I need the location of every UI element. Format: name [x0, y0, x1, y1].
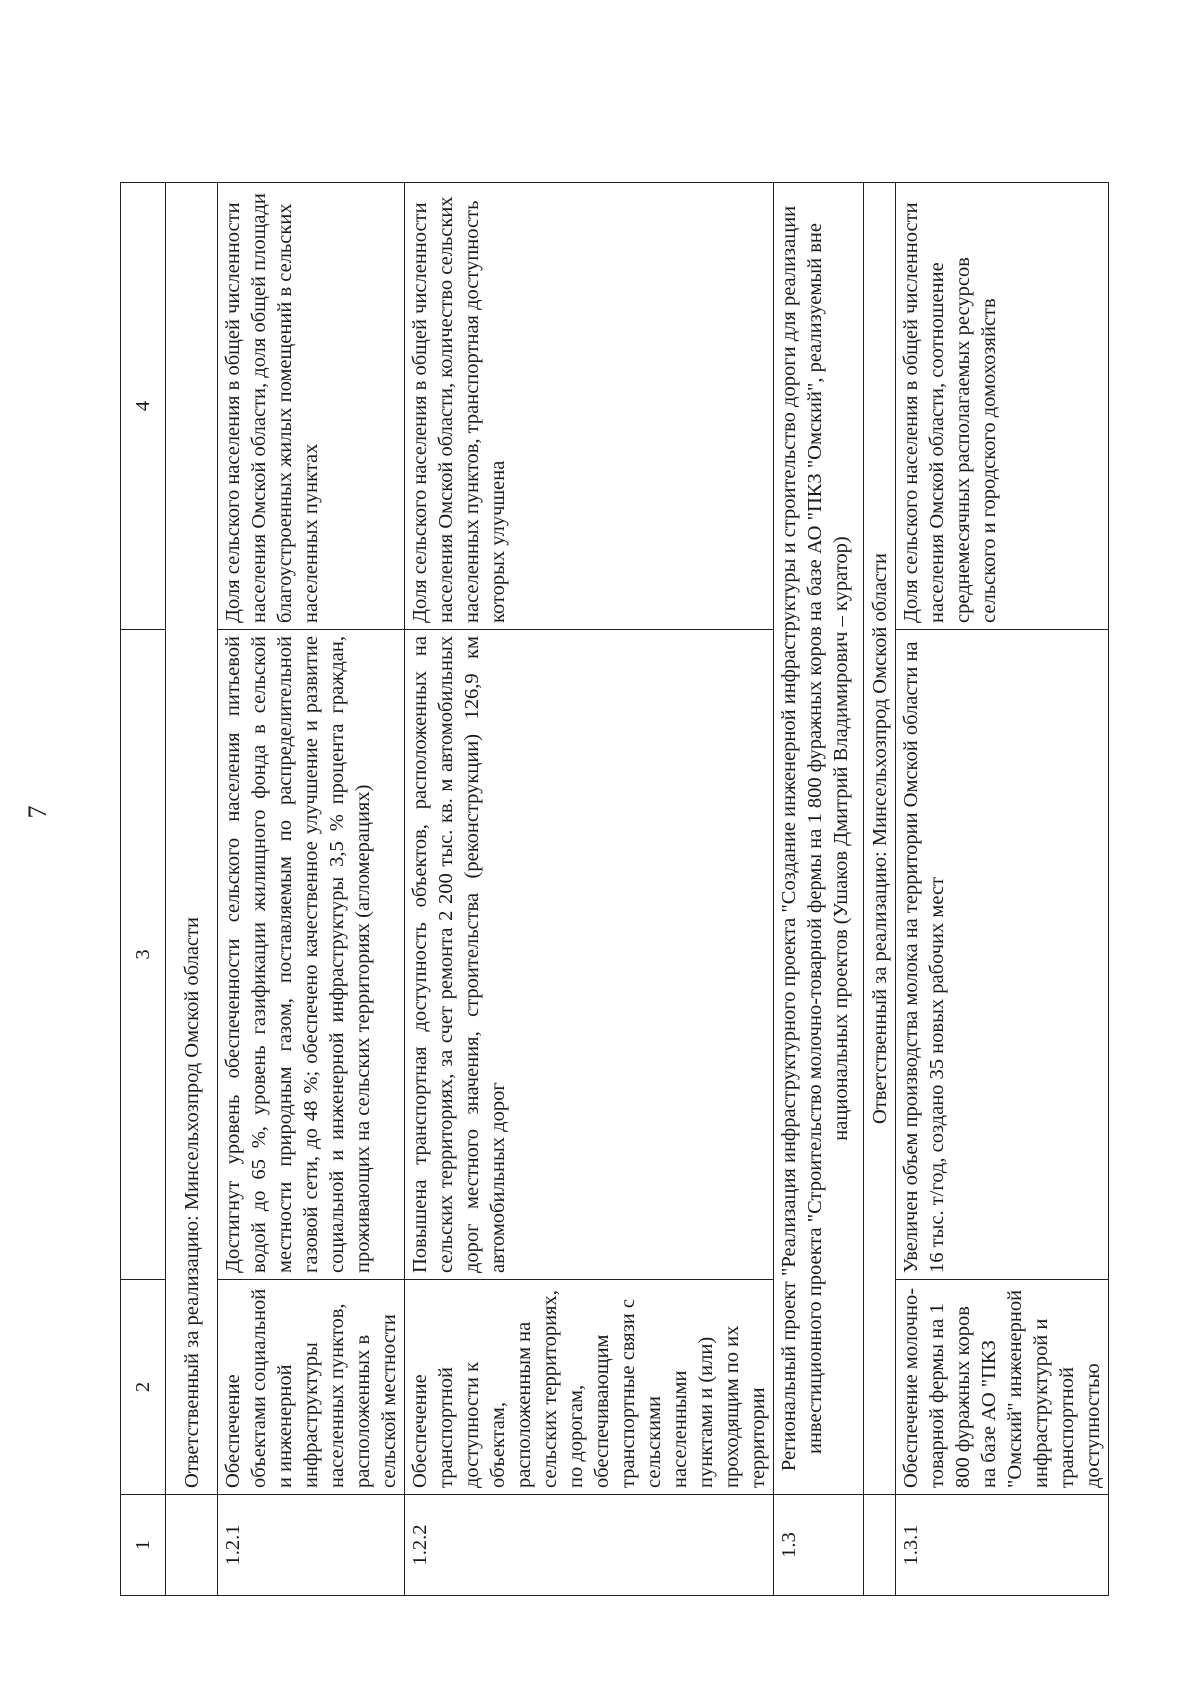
row-number: 1.2.1 [218, 1495, 405, 1596]
responsible-text: Ответственный за реализацию: Минсельхозпрод Омской области [166, 183, 218, 1495]
task-cell: Обеспечение объектами социальной и инженерной инфраструктуры населенных пунктов, расположенных в сельской местности [218, 1280, 405, 1495]
rotated-table-wrapper [120, 183, 1170, 1596]
plan-table [120, 182, 1109, 1596]
row-number: 1.2.2 [405, 1495, 774, 1596]
header-col-4: 4 [121, 183, 166, 630]
result-cell: Увеличен объем производства молока на территории Омской области на 16 тыс. т/год, создано 35 новых рабочих мест [896, 630, 1109, 1280]
header-col-3: 3 [121, 630, 166, 1280]
empty-cell [864, 1495, 896, 1596]
responsible-row-1 [166, 183, 218, 1596]
table-row-1-3-1 [896, 183, 1109, 1596]
indicator-cell: Доля сельского населения в общей численности населения Омской области, доля общей площади благоустроенных жилых помещений в сельских населенных пунктах [218, 183, 405, 630]
header-row [121, 183, 166, 1596]
result-cell: Повышена транспортная доступность объектов, расположенных на сельских территориях, за счет ремонта 2 200 тыс. кв. м автомобильных дорог местного значения, строительства (реконструкции) 126,9 км автомобильных дорог [405, 630, 774, 1280]
table-row-1-2-2 [405, 183, 774, 1596]
row-number: 1.3.1 [896, 1495, 1109, 1596]
page-number: 7 [23, 805, 52, 819]
responsible-row-2 [864, 183, 896, 1596]
task-cell: Обеспечение молочно-товарной фермы на 1 800 фуражных коров на базе АО "ПКЗ "Омский" инженерной инфраструктурой и транспортной доступностью [896, 1280, 1109, 1495]
empty-cell [166, 1495, 218, 1596]
indicator-cell: Доля сельского населения в общей численности населения Омской области, количество сельских населенных пунктов, транспортная доступность которых улучшена [405, 183, 774, 630]
row-number: 1.3 [774, 1495, 864, 1596]
task-cell: Обеспечение транспортной доступности к объектам, расположенным на сельских территориях, по дорогам, обеспечивающим транспортные связи с сельскими населенными пунктами и (или) проходящим по их территории [405, 1280, 774, 1495]
result-cell: Достигнут уровень обеспеченности сельского населения питьевой водой до 65 %, уровень газификации жилищного фонда в сельской местности природным газом, поставляемым по распределительной газовой сети, до 48 %; обеспечено качественное улучшение и развитие социальной и инженерной инфраструктуры 3,5 % процента граждан, проживающих на сельских территориях (агломерациях) [218, 630, 405, 1280]
table-row-1-3 [774, 183, 864, 1596]
header-col-1: 1 [121, 1495, 166, 1596]
responsible-text: Ответственный за реализацию: Минсельхозпрод Омской области [864, 183, 896, 1495]
header-col-2: 2 [121, 1280, 166, 1495]
indicator-cell: Доля сельского населения в общей численности населения Омской области, соотношение среднемесячных располагаемых ресурсов сельского и городского домохозяйств [896, 183, 1109, 630]
project-title: Региональный проект "Реализация инфраструктурного проекта "Создание инженерной инфраструктуры и строительство дороги для реализации инвестиционного проекта "Строительство молочно-товарной фермы на 1 800 фуражных коров на базе АО "ПКЗ "Омский", реализуемый вне национальных проектов (Ушаков Дмитрий Владимирович – куратор) [774, 183, 864, 1495]
table-row-1-2-1 [218, 183, 405, 1596]
